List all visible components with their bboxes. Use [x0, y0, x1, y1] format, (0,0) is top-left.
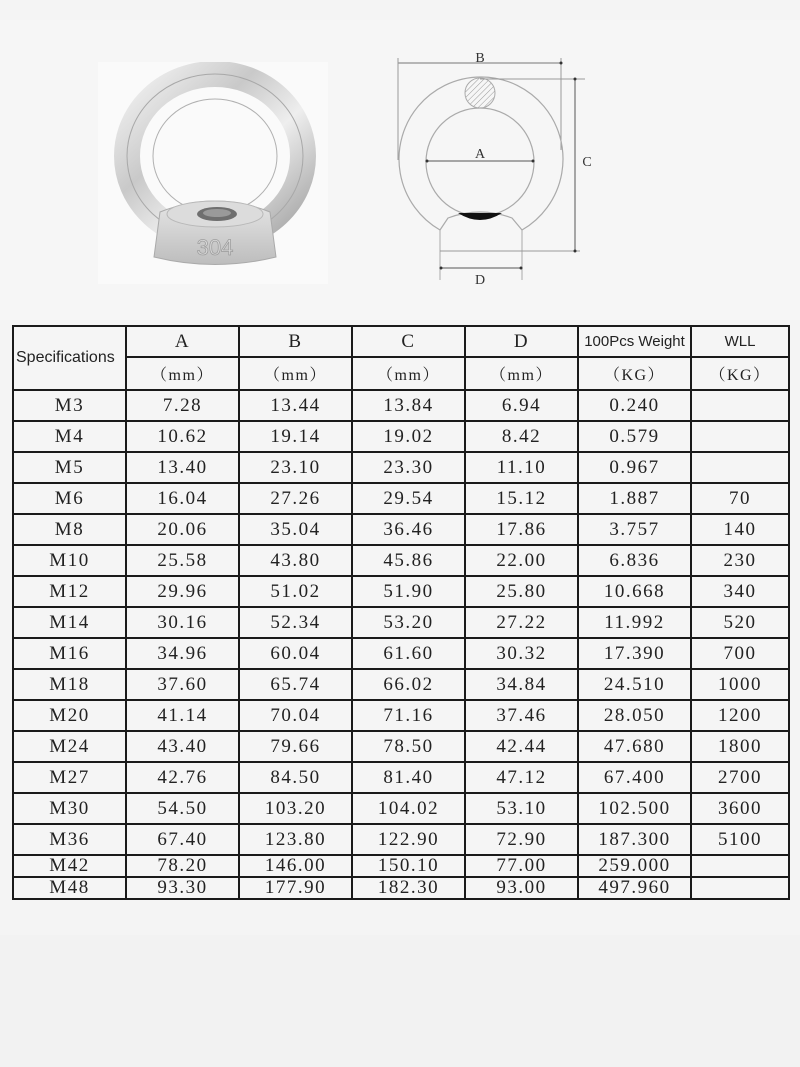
- cell-b: 70.04: [239, 700, 352, 731]
- cell-spec: M6: [13, 483, 126, 514]
- cell-wll: [691, 877, 789, 899]
- unit-d: （mm）: [465, 357, 578, 390]
- col-header-weight: 100Pcs Weight: [578, 326, 691, 357]
- cell-a: 25.58: [126, 545, 239, 576]
- cell-d: 47.12: [465, 762, 578, 793]
- cell-b: 79.66: [239, 731, 352, 762]
- cell-c: 66.02: [352, 669, 465, 700]
- cell-weight: 67.400: [578, 762, 691, 793]
- col-header-b: B: [239, 326, 352, 357]
- cell-wll: [691, 421, 789, 452]
- cell-c: 81.40: [352, 762, 465, 793]
- cell-c: 150.10: [352, 855, 465, 877]
- cell-b: 146.00: [239, 855, 352, 877]
- cell-b: 23.10: [239, 452, 352, 483]
- cell-weight: 28.050: [578, 700, 691, 731]
- cell-weight: 6.836: [578, 545, 691, 576]
- table-row: [13, 421, 789, 452]
- cell-d: 15.12: [465, 483, 578, 514]
- table-row: [13, 793, 789, 824]
- cell-d: 22.00: [465, 545, 578, 576]
- cell-a: 13.40: [126, 452, 239, 483]
- cell-d: 30.32: [465, 638, 578, 669]
- cell-weight: 47.680: [578, 731, 691, 762]
- label-b: B: [475, 51, 485, 66]
- cell-weight: 1.887: [578, 483, 691, 514]
- cell-d: 27.22: [465, 607, 578, 638]
- cell-a: 20.06: [126, 514, 239, 545]
- cell-a: 16.04: [126, 483, 239, 514]
- cell-b: 52.34: [239, 607, 352, 638]
- cell-d: 93.00: [465, 877, 578, 899]
- unit-a: （mm）: [126, 357, 239, 390]
- cell-d: 37.46: [465, 700, 578, 731]
- eye-nut-image: [98, 62, 328, 284]
- cell-c: 45.86: [352, 545, 465, 576]
- cell-spec: M18: [13, 669, 126, 700]
- unit-wll: （KG）: [691, 357, 789, 390]
- table-row: [13, 824, 789, 855]
- cell-b: 60.04: [239, 638, 352, 669]
- cell-spec: M48: [13, 877, 126, 899]
- cell-c: 19.02: [352, 421, 465, 452]
- cell-wll: 1200: [691, 700, 789, 731]
- cell-weight: 259.000: [578, 855, 691, 877]
- unit-b: （mm）: [239, 357, 352, 390]
- cell-weight: 102.500: [578, 793, 691, 824]
- cell-d: 6.94: [465, 390, 578, 421]
- table-body: [13, 390, 789, 899]
- cell-spec: M20: [13, 700, 126, 731]
- unit-weight: （KG）: [578, 357, 691, 390]
- cell-d: 8.42: [465, 421, 578, 452]
- header-row: [13, 326, 789, 357]
- cell-spec: M8: [13, 514, 126, 545]
- cell-weight: 0.240: [578, 390, 691, 421]
- cell-wll: 700: [691, 638, 789, 669]
- cell-a: 34.96: [126, 638, 239, 669]
- cell-b: 177.90: [239, 877, 352, 899]
- table-row: [13, 877, 789, 899]
- cell-d: 34.84: [465, 669, 578, 700]
- cell-weight: 0.967: [578, 452, 691, 483]
- cell-b: 43.80: [239, 545, 352, 576]
- cell-c: 71.16: [352, 700, 465, 731]
- cell-wll: 70: [691, 483, 789, 514]
- cell-b: 123.80: [239, 824, 352, 855]
- cell-spec: M42: [13, 855, 126, 877]
- cell-c: 182.30: [352, 877, 465, 899]
- cell-c: 53.20: [352, 607, 465, 638]
- cell-c: 36.46: [352, 514, 465, 545]
- cell-c: 13.84: [352, 390, 465, 421]
- cell-wll: 1000: [691, 669, 789, 700]
- cell-a: 78.20: [126, 855, 239, 877]
- cell-wll: 1800: [691, 731, 789, 762]
- cell-b: 51.02: [239, 576, 352, 607]
- cell-spec: M10: [13, 545, 126, 576]
- label-d: D: [474, 273, 486, 288]
- cell-b: 103.20: [239, 793, 352, 824]
- cell-d: 25.80: [465, 576, 578, 607]
- dimension-diagram: [380, 30, 620, 300]
- cell-d: 17.86: [465, 514, 578, 545]
- cell-wll: 230: [691, 545, 789, 576]
- cell-wll: 5100: [691, 824, 789, 855]
- cell-a: 54.50: [126, 793, 239, 824]
- cell-a: 37.60: [126, 669, 239, 700]
- cell-a: 41.14: [126, 700, 239, 731]
- cell-wll: [691, 390, 789, 421]
- table-row: [13, 452, 789, 483]
- cell-c: 122.90: [352, 824, 465, 855]
- cell-c: 23.30: [352, 452, 465, 483]
- cell-a: 7.28: [126, 390, 239, 421]
- cell-d: 11.10: [465, 452, 578, 483]
- material-marking: 304: [196, 235, 234, 260]
- table-row: [13, 483, 789, 514]
- cell-a: 93.30: [126, 877, 239, 899]
- cell-weight: 3.757: [578, 514, 691, 545]
- cell-spec: M16: [13, 638, 126, 669]
- cell-a: 29.96: [126, 576, 239, 607]
- table-row: [13, 607, 789, 638]
- cell-wll: 340: [691, 576, 789, 607]
- table-row: [13, 638, 789, 669]
- cell-weight: 24.510: [578, 669, 691, 700]
- cell-d: 77.00: [465, 855, 578, 877]
- cell-a: 67.40: [126, 824, 239, 855]
- cell-a: 10.62: [126, 421, 239, 452]
- spec-header: Specifications: [13, 326, 126, 390]
- cell-b: 13.44: [239, 390, 352, 421]
- cell-spec: M5: [13, 452, 126, 483]
- label-c: C: [582, 155, 592, 170]
- table-row: [13, 545, 789, 576]
- label-a: A: [474, 147, 486, 162]
- cell-spec: M14: [13, 607, 126, 638]
- cell-weight: 10.668: [578, 576, 691, 607]
- cell-c: 104.02: [352, 793, 465, 824]
- eye-nut-diagram: [380, 30, 620, 300]
- unit-row: [13, 357, 789, 390]
- col-header-c: C: [352, 326, 465, 357]
- cell-c: 78.50: [352, 731, 465, 762]
- cell-spec: M24: [13, 731, 126, 762]
- product-photo: [98, 62, 328, 284]
- table-row: [13, 762, 789, 793]
- col-header-a: A: [126, 326, 239, 357]
- cell-weight: 187.300: [578, 824, 691, 855]
- unit-c: （mm）: [352, 357, 465, 390]
- cell-wll: 520: [691, 607, 789, 638]
- col-header-wll: WLL: [691, 326, 789, 357]
- cell-weight: 17.390: [578, 638, 691, 669]
- cell-wll: [691, 452, 789, 483]
- cell-wll: [691, 855, 789, 877]
- table-row: [13, 390, 789, 421]
- cell-a: 42.76: [126, 762, 239, 793]
- cell-d: 72.90: [465, 824, 578, 855]
- table-row: [13, 731, 789, 762]
- cell-b: 84.50: [239, 762, 352, 793]
- cell-b: 35.04: [239, 514, 352, 545]
- cell-b: 19.14: [239, 421, 352, 452]
- cell-b: 27.26: [239, 483, 352, 514]
- cell-weight: 11.992: [578, 607, 691, 638]
- cell-spec: M30: [13, 793, 126, 824]
- col-header-d: D: [465, 326, 578, 357]
- cell-spec: M3: [13, 390, 126, 421]
- cell-a: 43.40: [126, 731, 239, 762]
- cell-spec: M27: [13, 762, 126, 793]
- spec-table: [12, 325, 790, 900]
- cell-weight: 497.960: [578, 877, 691, 899]
- cell-a: 30.16: [126, 607, 239, 638]
- cell-d: 53.10: [465, 793, 578, 824]
- cell-spec: M4: [13, 421, 126, 452]
- table-row: [13, 855, 789, 877]
- table-row: [13, 700, 789, 731]
- cell-weight: 0.579: [578, 421, 691, 452]
- footer-area: [0, 935, 800, 1067]
- cell-b: 65.74: [239, 669, 352, 700]
- cell-wll: 3600: [691, 793, 789, 824]
- cell-c: 51.90: [352, 576, 465, 607]
- cell-c: 61.60: [352, 638, 465, 669]
- cell-spec: M36: [13, 824, 126, 855]
- cell-wll: 2700: [691, 762, 789, 793]
- table-row: [13, 514, 789, 545]
- spec-table-container: [12, 325, 788, 900]
- cell-d: 42.44: [465, 731, 578, 762]
- cell-wll: 140: [691, 514, 789, 545]
- table-row: [13, 576, 789, 607]
- cell-c: 29.54: [352, 483, 465, 514]
- table-row: [13, 669, 789, 700]
- cell-spec: M12: [13, 576, 126, 607]
